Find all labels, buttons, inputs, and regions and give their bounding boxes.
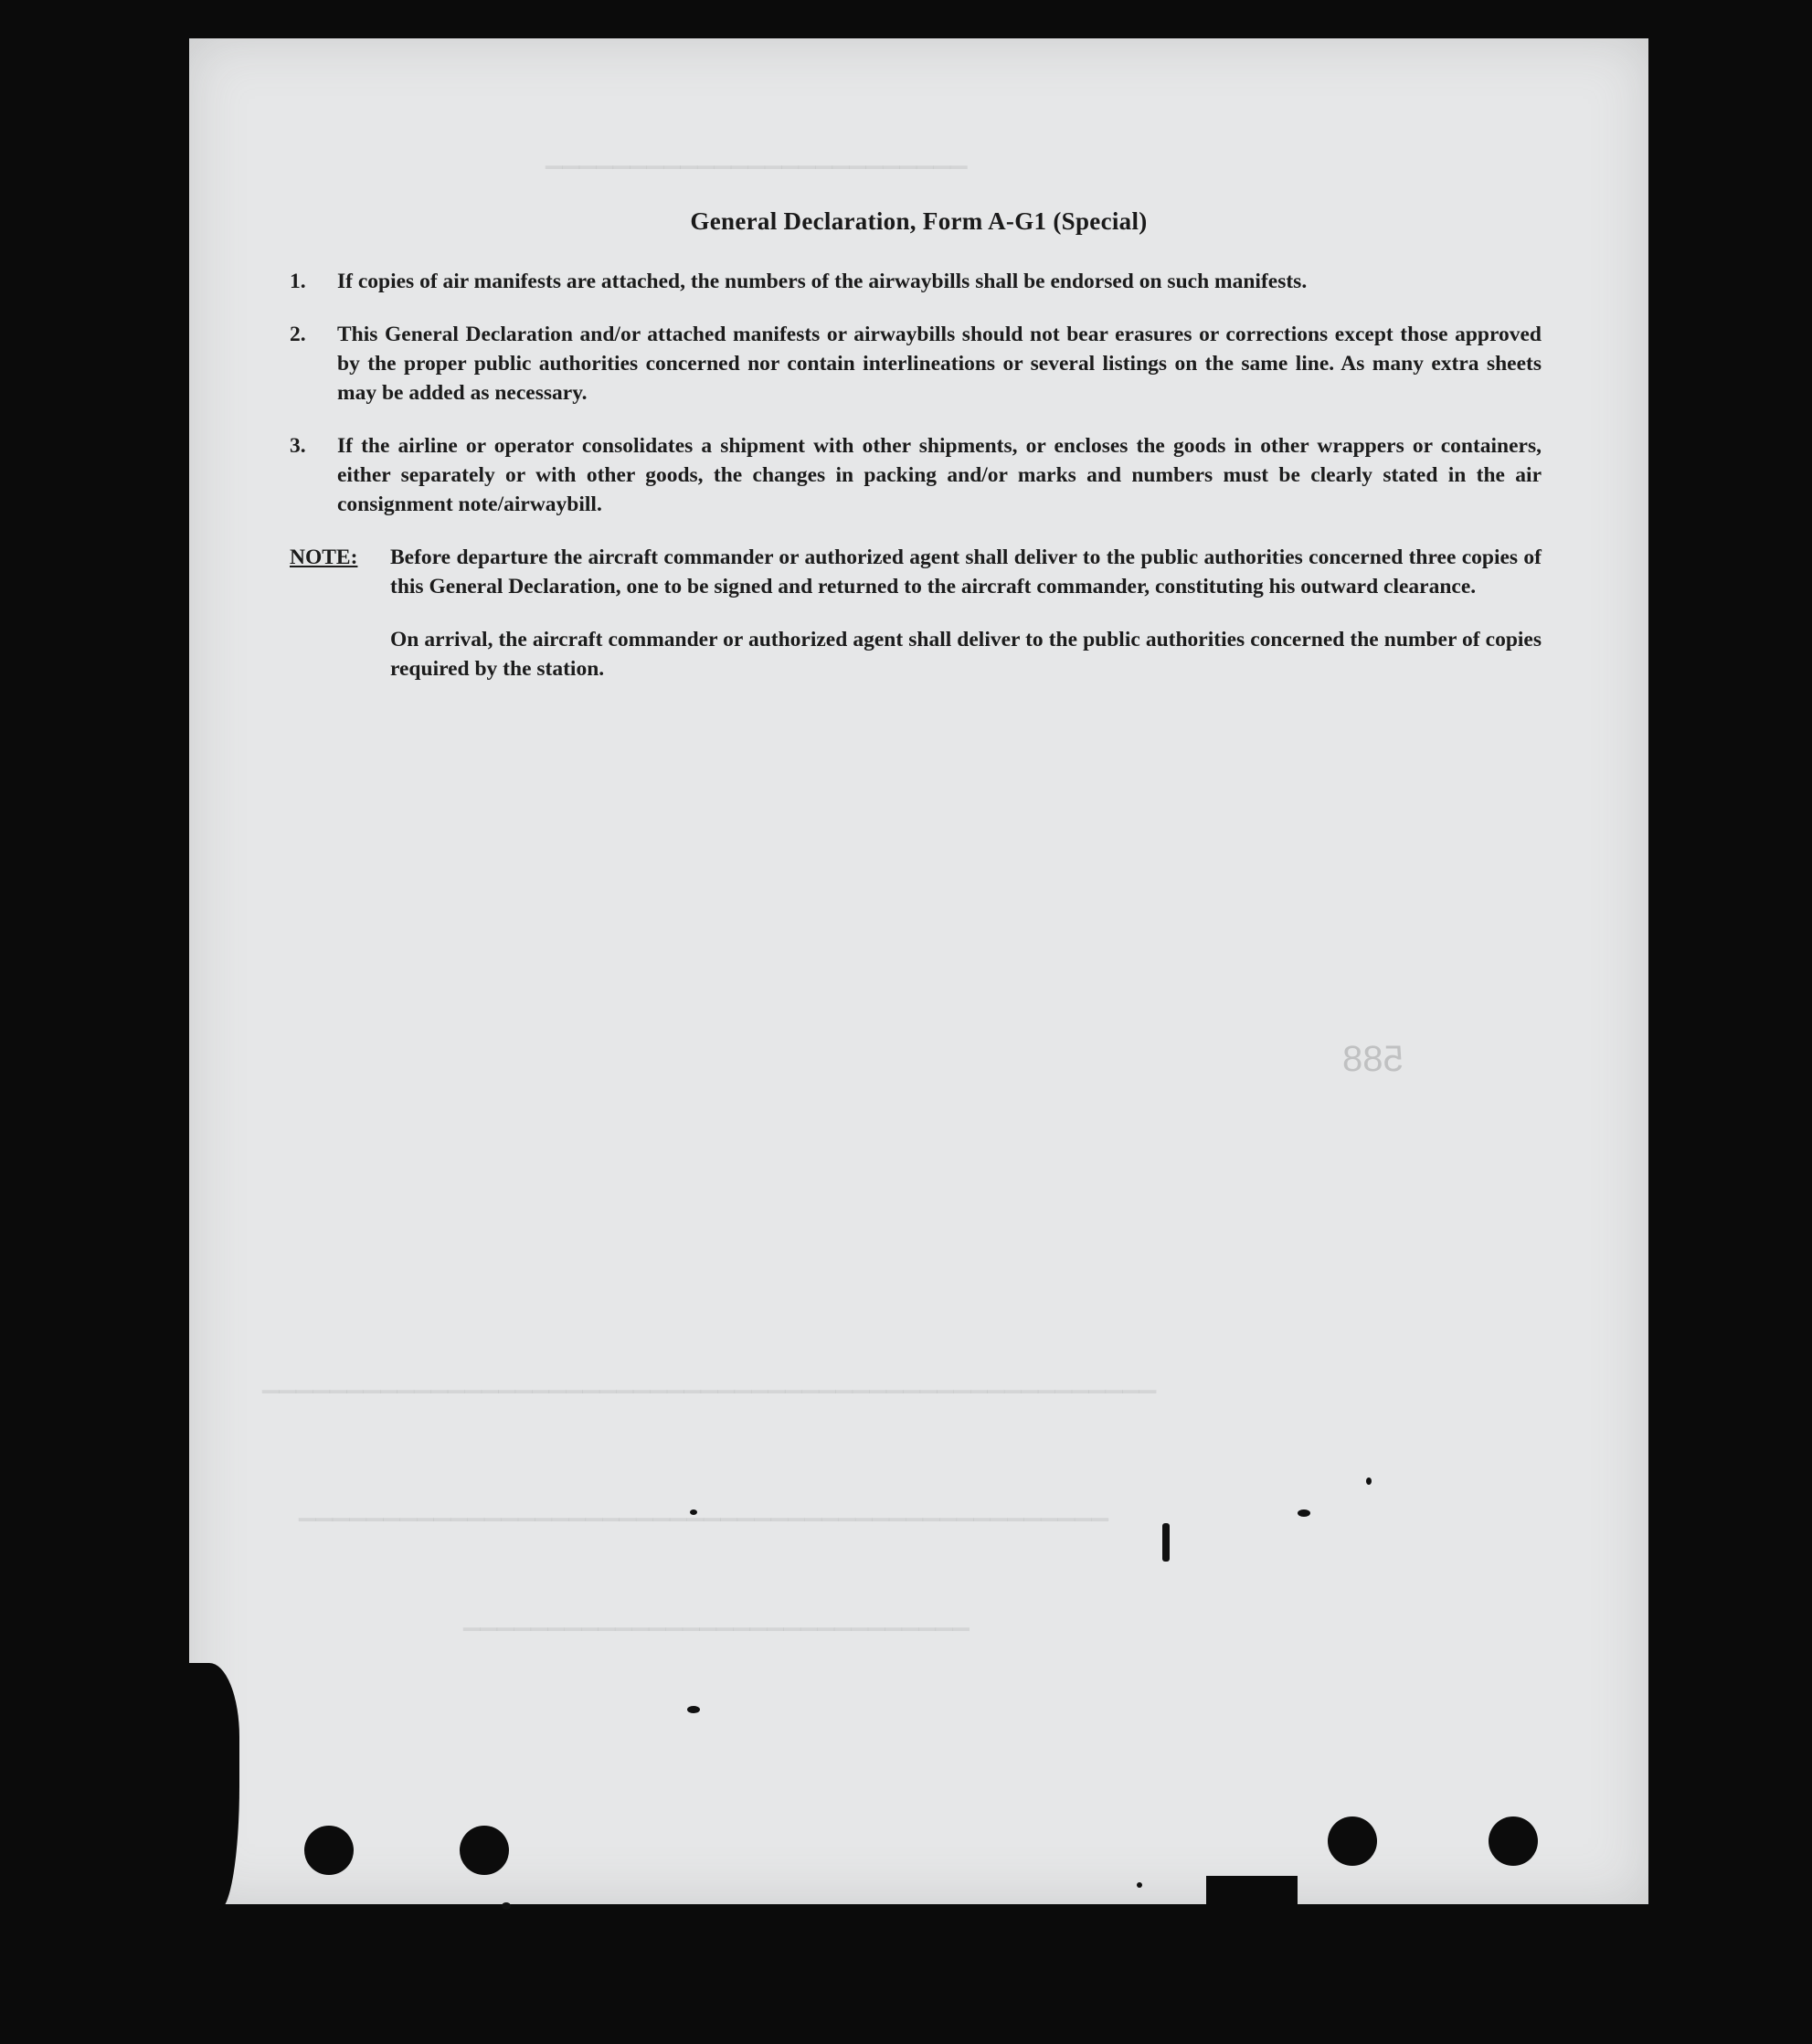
note-paragraph: Before departure the aircraft commander or authorized agent shall deliver to the public authorities concerned three copies of this General Declaration, one to be signed and returned to the aircraft commander, constituting his outward clearance. xyxy=(390,545,1542,598)
list-item xyxy=(290,267,1542,296)
punch-hole xyxy=(460,1826,509,1875)
paper-sheet xyxy=(189,38,1648,1904)
note-body xyxy=(390,543,1542,707)
bleed-through-text: ▔▔▔▔▔▔▔▔▔▔▔▔▔▔▔▔▔▔▔▔▔▔▔▔▔▔▔▔▔▔▔▔▔▔▔▔▔▔▔▔▔▔▔▔▔▔▔▔ xyxy=(299,1520,1108,1544)
bleed-through-text: ▔▔▔▔▔▔▔▔▔▔▔▔▔▔▔▔▔▔▔▔▔▔▔▔▔ xyxy=(546,167,968,192)
punch-hole xyxy=(1328,1816,1377,1866)
speck xyxy=(502,1902,511,1910)
instructions-list xyxy=(290,267,1542,707)
speck xyxy=(1137,1882,1142,1888)
item-number: 1. xyxy=(290,270,306,293)
speck xyxy=(690,1509,697,1515)
note-section xyxy=(290,543,1542,707)
note-paragraph: On arrival, the aircraft commander or authorized agent shall deliver to the public authorities concerned the number of copies required by the station. xyxy=(390,628,1542,681)
form-title: General Declaration, Form A-G1 (Special) xyxy=(690,207,1148,235)
torn-edge xyxy=(189,1663,239,1910)
item-number: 2. xyxy=(290,323,306,346)
bleed-through-number: 588 xyxy=(1342,1039,1404,1079)
bleed-through-text: ▔▔▔▔▔▔▔▔▔▔▔▔▔▔▔▔▔▔▔▔▔▔▔▔▔▔▔▔▔▔ xyxy=(463,1629,970,1654)
list-item xyxy=(290,431,1542,519)
speck xyxy=(1298,1509,1310,1517)
speck xyxy=(687,1706,700,1713)
item-text: If the airline or operator consolidates a shipment with other shipments, or encloses the goods in other wrappers or containers, either separately or with other goods, the changes in packing and/or marks and numbers must be clearly stated in the air consignment note/airwaybill. xyxy=(337,434,1542,516)
punch-hole xyxy=(304,1826,354,1875)
note-label: NOTE: xyxy=(290,545,358,569)
item-text: If copies of air manifests are attached, the numbers of the airwaybills shall be endorsed on such manifests. xyxy=(337,270,1308,293)
item-number: 3. xyxy=(290,434,306,458)
list-item xyxy=(290,320,1542,408)
speck xyxy=(1366,1477,1372,1485)
punch-hole xyxy=(1489,1816,1538,1866)
speck xyxy=(1162,1523,1170,1562)
bleed-through-text: ▔▔▔▔▔▔▔▔▔▔▔▔▔▔▔▔▔▔▔▔▔▔▔▔▔▔▔▔▔▔▔▔▔▔▔▔▔▔▔▔▔▔▔▔▔▔▔▔▔▔▔▔▔ xyxy=(262,1392,1157,1416)
item-text: This General Declaration and/or attached manifests or airwaybills should not bear erasures or corrections except those approved by the proper public authorities concerned nor contain interlineations or several listings on the same line. As many extra sheets may be added as necessary. xyxy=(337,323,1542,405)
binding-tab xyxy=(1206,1876,1298,1909)
